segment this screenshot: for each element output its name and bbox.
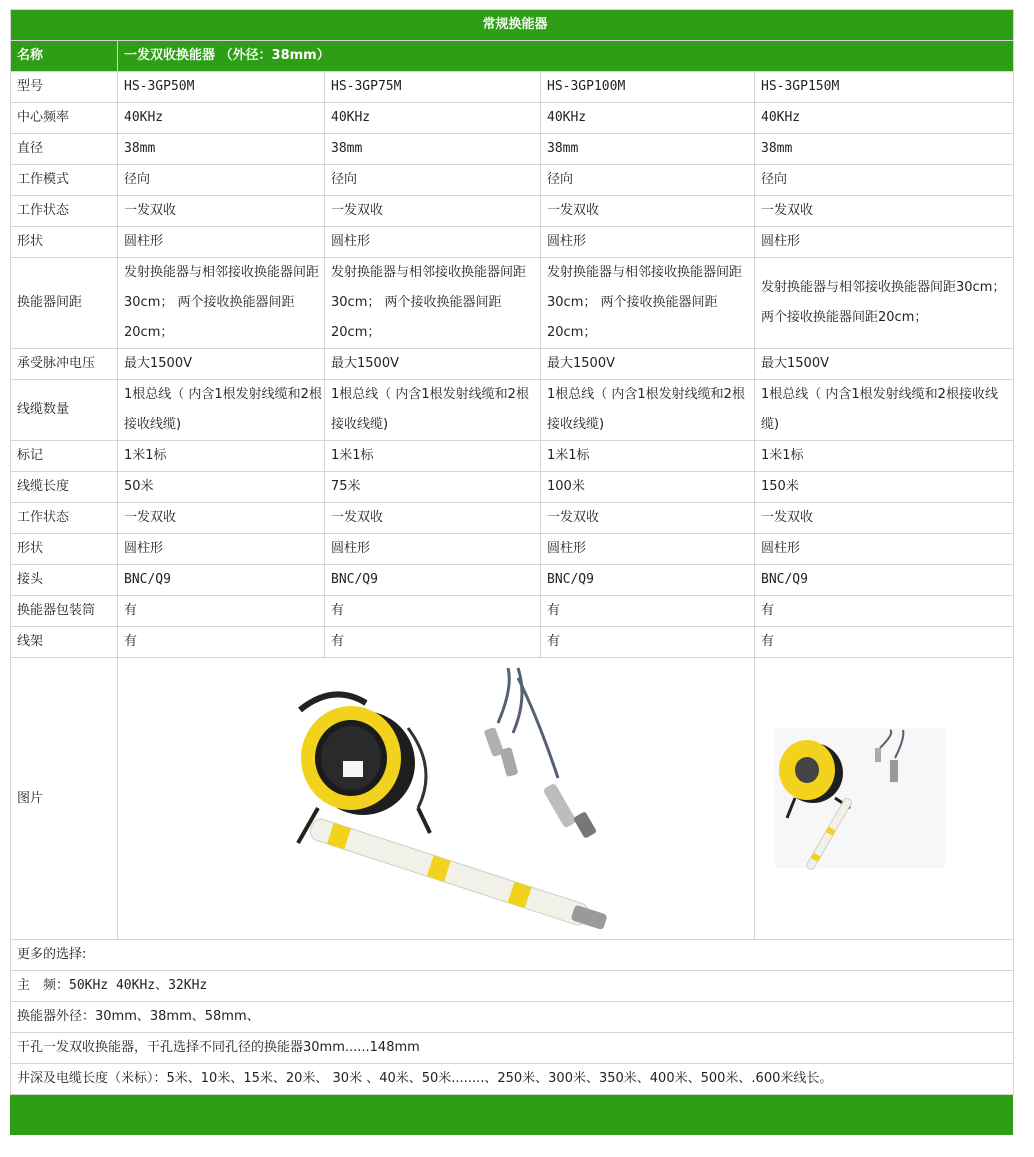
table-row [11,596,1014,627]
cell: 一发双收 [118,503,325,534]
more-options-row [11,971,1014,1002]
cell: 38mm [118,134,325,165]
row-label: 形状 [11,534,118,565]
row-label: 线缆数量 [11,380,118,441]
row-label: 标记 [11,441,118,472]
cell: 1根总线（ 内含1根发射线缆和2根接收线缆) [325,380,541,441]
row-label: 线缆长度 [11,472,118,503]
cell: 圆柱形 [118,534,325,565]
cell: 1根总线（ 内含1根发射线缆和2根接收线缆) [541,380,755,441]
table-row [11,349,1014,380]
cell: 径向 [325,165,541,196]
cell: 径向 [118,165,325,196]
cell: 一发双收 [755,196,1014,227]
cell: 圆柱形 [325,534,541,565]
cell: HS-3GP100M [541,72,755,103]
name-value: 一发双收换能器 （外径：38mm） [118,41,1014,72]
cell: 38mm [325,134,541,165]
footer-bar [10,1095,1013,1135]
row-label: 中心频率 [11,103,118,134]
row-label: 线架 [11,627,118,658]
title-row [11,10,1014,41]
cell: 发射换能器与相邻接收换能器间距30cm； 两个接收换能器间距20cm； [755,258,1014,349]
diameter-options: 换能器外径：30mm、38mm、58mm、 [11,1002,1014,1033]
cell: 有 [541,627,755,658]
cell: 圆柱形 [755,534,1014,565]
more-options-row [11,1033,1014,1064]
row-label: 型号 [11,72,118,103]
cell: 圆柱形 [118,227,325,258]
row-label: 工作模式 [11,165,118,196]
frequency-options: 主 频：50KHz 40KHz、32KHz [11,971,1014,1002]
name-row [11,41,1014,72]
cell: 50米 [118,472,325,503]
cell: 发射换能器与相邻接收换能器间距30cm； 两个接收换能器间距20cm； [118,258,325,349]
transducer-reel-thumbnail [755,658,1014,939]
row-label: 工作状态 [11,503,118,534]
picture-label: 图片 [11,658,118,940]
row-label: 工作状态 [11,196,118,227]
cable-length-options: 井深及电缆长度（米标）：5米、10米、15米、20米、 30米 、40米、50米........、250米、300米、350米、400米、500米、.600米线长。 [11,1064,1014,1095]
row-label: 形状 [11,227,118,258]
product-photo-large [118,658,755,940]
cell: 一发双收 [541,503,755,534]
cell: 圆柱形 [541,534,755,565]
table-row [11,258,1014,349]
more-options-row [11,1064,1014,1095]
table-row [11,441,1014,472]
cell: 75米 [325,472,541,503]
cell: 38mm [541,134,755,165]
cell: 40KHz [325,103,541,134]
cell: 有 [118,596,325,627]
cell: BNC/Q9 [325,565,541,596]
table-title: 常规换能器 [11,10,1014,41]
cell: 1根总线（ 内含1根发射线缆和2根接收线缆) [118,380,325,441]
table-row [11,196,1014,227]
product-photo-small [755,658,1014,940]
cell: 圆柱形 [541,227,755,258]
cell: 发射换能器与相邻接收换能器间距30cm； 两个接收换能器间距20cm； [541,258,755,349]
row-label: 换能器包装筒 [11,596,118,627]
cell: 最大1500V [541,349,755,380]
cell: 最大1500V [325,349,541,380]
table-row [11,627,1014,658]
more-options-heading-row [11,940,1014,971]
more-options-row [11,1002,1014,1033]
cell: 一发双收 [325,196,541,227]
cell: 1根总线（ 内含1根发射线缆和2根接收线缆) [755,380,1014,441]
cell: HS-3GP150M [755,72,1014,103]
cell: 一发双收 [325,503,541,534]
cell: 一发双收 [755,503,1014,534]
cell: BNC/Q9 [755,565,1014,596]
cell: 1米1标 [118,441,325,472]
cell: BNC/Q9 [541,565,755,596]
cell: 40KHz [541,103,755,134]
cell: 有 [118,627,325,658]
table-row [11,472,1014,503]
table-row [11,534,1014,565]
dry-hole-options: 干孔一发双收换能器，干孔选择不同孔径的换能器30mm......148mm [11,1033,1014,1064]
table-row [11,227,1014,258]
row-label: 接头 [11,565,118,596]
cell: 有 [755,627,1014,658]
cell: 1米1标 [541,441,755,472]
table-row [11,134,1014,165]
transducer-reel-image [118,658,754,939]
cell: 圆柱形 [325,227,541,258]
table-row [11,103,1014,134]
row-label: 直径 [11,134,118,165]
table-row [11,380,1014,441]
cell: 径向 [755,165,1014,196]
table-row [11,72,1014,103]
cell: HS-3GP75M [325,72,541,103]
cell: 有 [325,627,541,658]
cell: 一发双收 [118,196,325,227]
cell: 40KHz [118,103,325,134]
cell: BNC/Q9 [118,565,325,596]
cell: 发射换能器与相邻接收换能器间距30cm； 两个接收换能器间距20cm； [325,258,541,349]
cell: 38mm [755,134,1014,165]
picture-row [11,658,1014,940]
name-label: 名称 [11,41,118,72]
cell: 1米1标 [755,441,1014,472]
cell: 圆柱形 [755,227,1014,258]
cell: 100米 [541,472,755,503]
cell: 最大1500V [118,349,325,380]
cell: 有 [325,596,541,627]
cell: 1米1标 [325,441,541,472]
cell: 有 [541,596,755,627]
table-row [11,165,1014,196]
more-options-heading: 更多的选择: [11,940,1014,971]
row-label: 换能器间距 [11,258,118,349]
cell: 最大1500V [755,349,1014,380]
table-row [11,503,1014,534]
spec-sheet [10,9,1013,1135]
row-label: 承受脉冲电压 [11,349,118,380]
cell: 40KHz [755,103,1014,134]
cell: 有 [755,596,1014,627]
cell: 150米 [755,472,1014,503]
spec-table [10,9,1014,1095]
table-row [11,565,1014,596]
cell: 一发双收 [541,196,755,227]
cell: HS-3GP50M [118,72,325,103]
cell: 径向 [541,165,755,196]
